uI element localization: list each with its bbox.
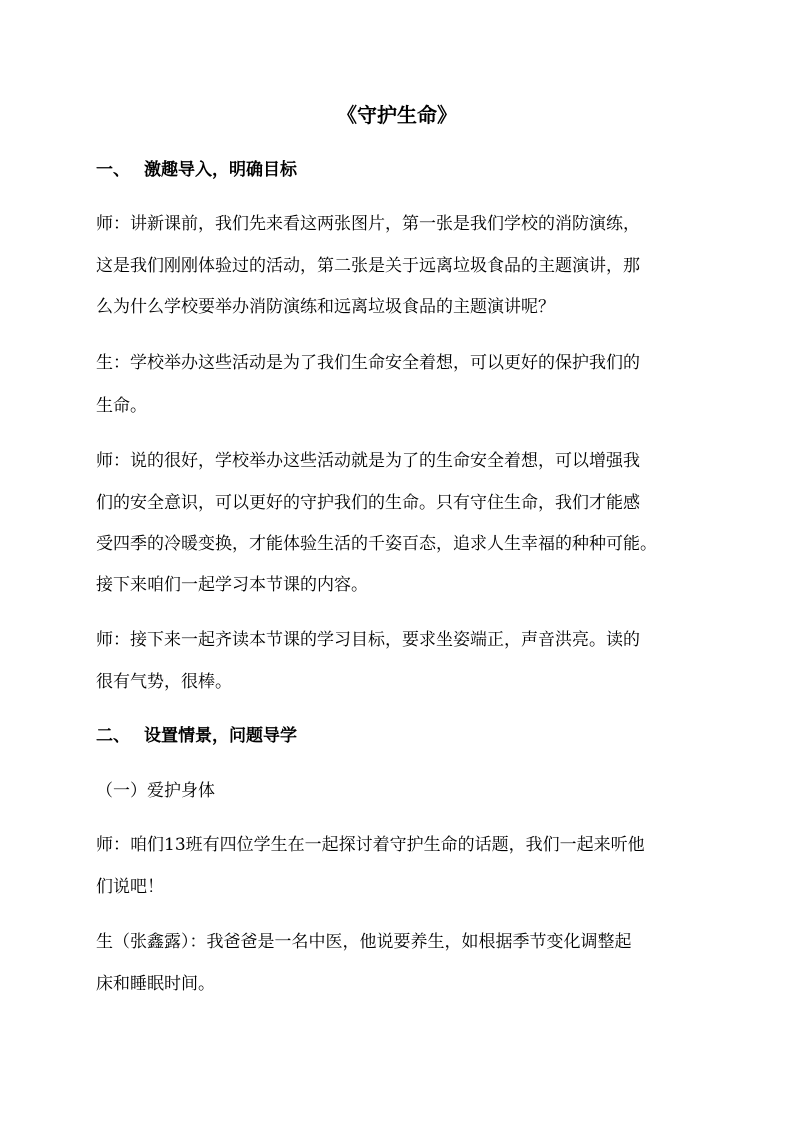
paragraph-line: 们的安全意识，可以更好的守护我们的生命。只有守住生命，我们才能感 — [96, 493, 640, 513]
paragraph-line: 师：说的很好，学校举办这些活动就是为了的生命安全着想，可以增强我 — [96, 451, 640, 471]
paragraph-line: 接下来咱们一起学习本节课的内容。 — [96, 575, 368, 595]
document-title: 《守护生命》 — [337, 103, 457, 127]
paragraph-line: 受四季的冷暖变换，才能体验生活的千姿百态，追求人生幸福的种种可能。 — [96, 534, 657, 554]
section-heading-text: 激趣导入，明确目标 — [144, 160, 297, 180]
paragraph-line: 生：学校举办这些活动是为了我们生命安全着想，可以更好的保护我们的 — [96, 353, 640, 373]
paragraph-line: 师：讲新课前，我们先来看这两张图片，第一张是我们学校的消防演练， — [96, 214, 640, 234]
section-heading-2 — [96, 723, 706, 749]
paragraph-line: 这是我们刚刚体验过的活动，第二张是关于远离垃圾食品的主题演讲，那 — [96, 256, 640, 276]
paragraph-line: 们说吧！ — [96, 877, 164, 897]
paragraph-line: 床和睡眠时间。 — [96, 974, 215, 994]
section-heading-text: 设置情景，问题导学 — [144, 726, 297, 746]
section-heading-1 — [96, 157, 706, 183]
paragraph-line: 很有气势，很棒。 — [96, 672, 232, 692]
paragraph-line: 师：接下来一起齐读本节课的学习目标，要求坐姿端正，声音洪亮。读的 — [96, 630, 640, 650]
paragraph-line: 生命。 — [96, 396, 147, 416]
paragraph-line: 么为什么学校要举办消防演练和远离垃圾食品的主题演讲呢？ — [96, 297, 555, 317]
subsection-heading: （一）爱护身体 — [96, 781, 215, 801]
section-number: 一、 — [96, 160, 130, 180]
paragraph-line: 师：咱们13班有四位学生在一起探讨着守护生命的话题，我们一起来听他 — [96, 835, 645, 855]
section-number: 二、 — [96, 726, 130, 746]
paragraph-line: 生（张鑫露）：我爸爸是一名中医，他说要养生，如根据季节变化调整起 — [96, 932, 632, 952]
